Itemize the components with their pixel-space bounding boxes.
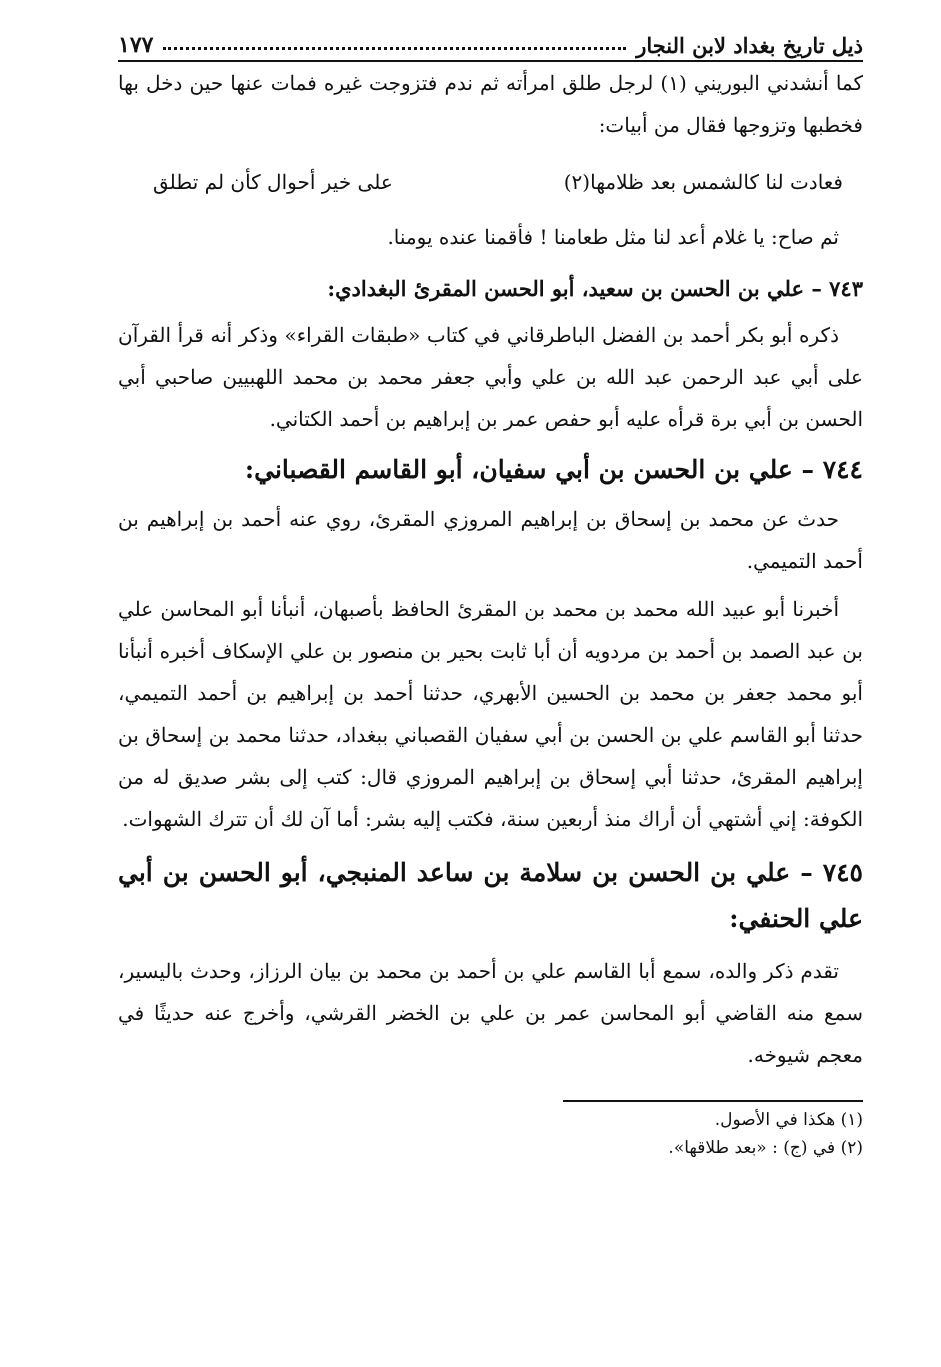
footnote-2: (٢) في (ج) : «بعد طلاقها». <box>668 1138 863 1158</box>
entry-745-title: ٧٤٥ – علي بن الحسن بن سلامة بن ساعد المنبجي، أبو الحسن بن أبي علي الحنفي: <box>118 858 863 933</box>
verse-second-hemistich: على خير أحوال كأن لم تطلق <box>153 170 393 194</box>
book-page <box>118 22 863 1162</box>
page-number: ١٧٧ <box>118 32 154 58</box>
entry-745-text: تقدم ذكر والده، سمع أبا القاسم علي بن أحمد بن محمد بن بيان الرزاز، وحدث باليسير، سمع منه القاضي أبو المحاسن عمر بن علي بن الخضر القرشي، وأخرج عنه حديثًا في معجم شيوخه. <box>118 959 863 1067</box>
entry-743-text: ذكره أبو بكر أحمد بن الفضل الباطرقاني في كتاب «طبقات القراء» وذكر أنه قرأ القرآن على أبي عبد الرحمن عبد الله بن علي وأبي جعفر محمد بن محمد اللهبيين صاحبي أبي الحسن بن أبي برة قرأه عليه أبو حفص عمر بن إبراهيم بن أحمد الكتاني. <box>118 323 863 431</box>
running-header <box>118 22 863 62</box>
footnote-rule <box>563 1100 863 1102</box>
poem-verse <box>153 164 863 200</box>
entry-743-title: ٧٤٣ – علي بن الحسن بن سعيد، أبو الحسن المقرئ البغدادي: <box>327 276 863 301</box>
entry-744-text-1: حدث عن محمد بن إسحاق بن إبراهيم المروزي المقرئ، روي عنه أحمد بن إبراهيم بن أحمد التميمي. <box>118 507 863 573</box>
entry-744-text-2: أخبرنا أبو عبيد الله محمد بن محمد بن المقرئ الحافظ بأصبهان، أنبأنا أبو المحاسن علي بن عبد الصمد بن أحمد بن مردويه أن أبا ثابت بحير بن منصور بن علي الإسكاف أخبره أنبأنا أبو محمد جعفر بن محمد بن الحسين الأبهري، حدثنا أحمد بن إبراهيم بن أحمد التميمي، حدثنا أبو القاسم علي بن الحسن بن أبي سفيان القصباني ببغداد، حدثنا محمد بن إسحاق بن إبراهيم المقرئ، حدثنا أبي إسحاق بن إبراهيم المروزي قال: كتب إلى بشر صديق له من الكوفة: إني أشتهي أن أراك منذ أربعين سنة، فكتب إليه بشر: أما آن لك أن تترك الشهوات. <box>118 597 863 831</box>
footnote-1: (١) هكذا في الأصول. <box>714 1110 863 1130</box>
header-dot-leader <box>163 47 626 50</box>
entry-744-title: ٧٤٤ – علي بن الحسن بن أبي سفيان، أبو القاسم القصباني: <box>244 455 863 484</box>
closing-paragraph: ثم صاح: يا غلام أعد لنا مثل طعامنا ! فأقمنا عنده يومنا. <box>387 225 839 249</box>
opening-paragraph: كما أنشدني البوريني (١) لرجل طلق امرأته ثم ندم فتزوجت غيره فمات عنها حين دخل بها فخطبها وتزوجها فقال من أبيات: <box>118 71 863 137</box>
verse-first-hemistich: فعادت لنا كالشمس بعد ظلامها(٢) <box>563 170 843 194</box>
running-title: ذيل تاريخ بغداد لابن النجار <box>636 33 863 58</box>
